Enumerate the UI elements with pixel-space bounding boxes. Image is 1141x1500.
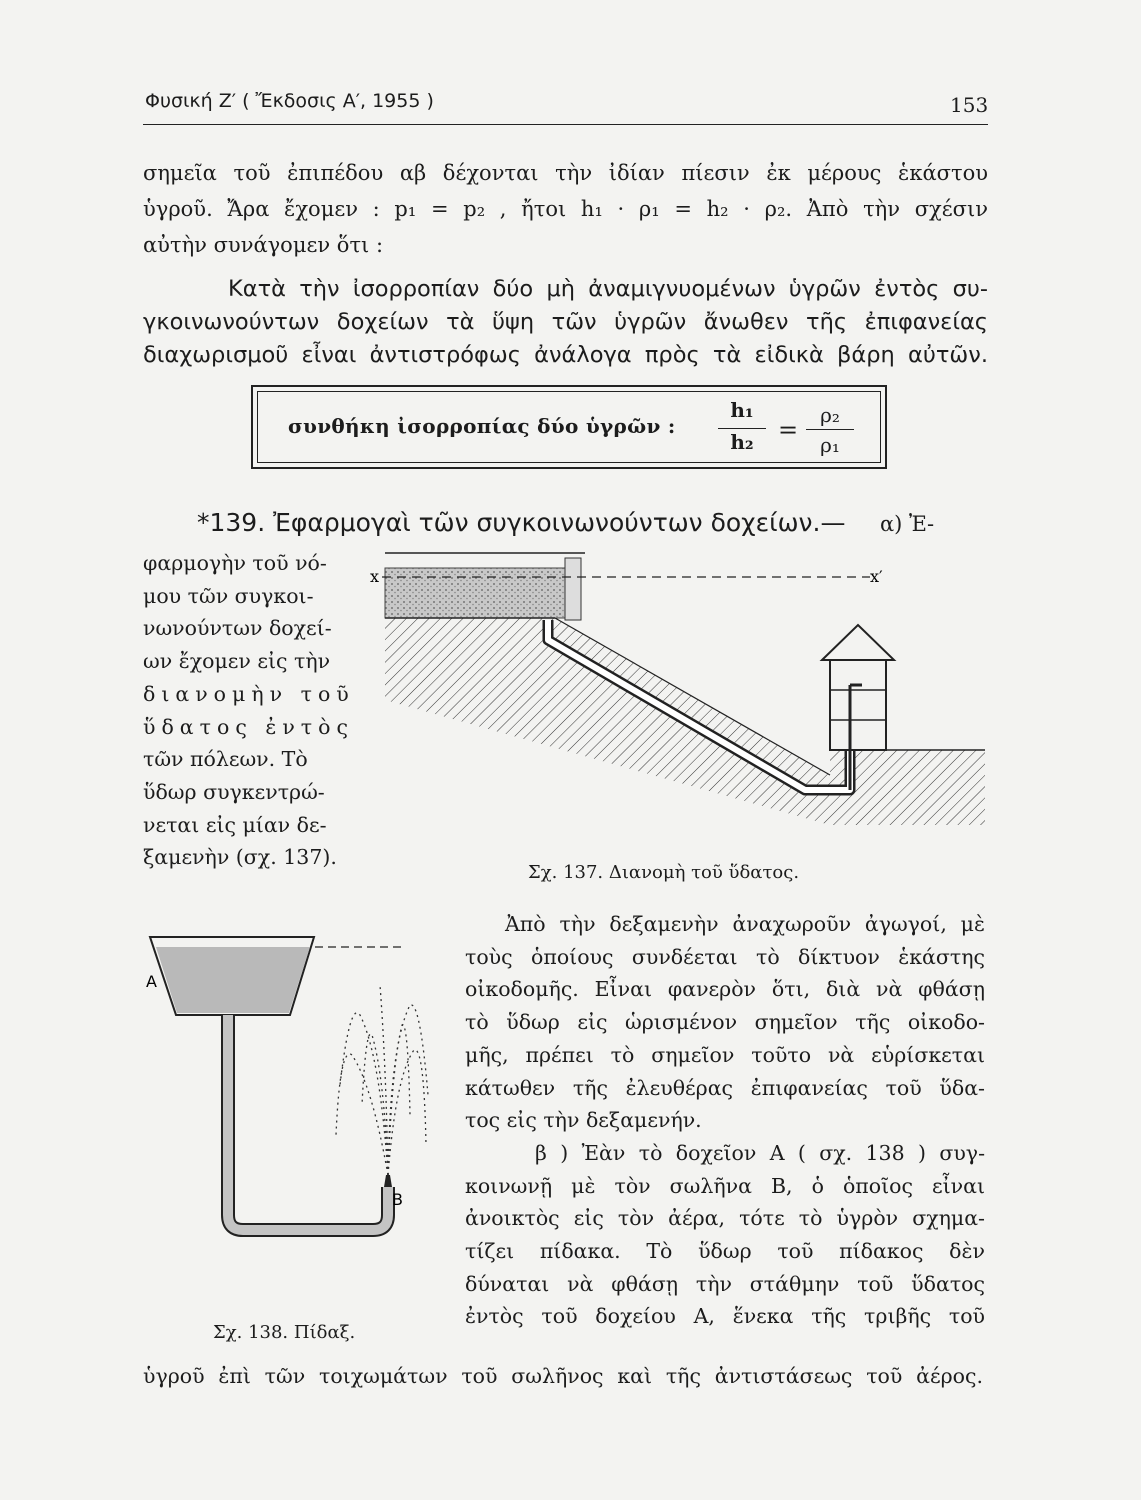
text-line: νεται εἰς μίαν δε- <box>143 812 327 837</box>
label-x-prime: x′ <box>870 567 883 586</box>
reservoir-wall <box>565 558 581 620</box>
text-line: κοινωνῇ μὲ τὸν σωλῆνα Β, ὁ ὁποῖος εἶναι <box>465 1173 985 1198</box>
left-column-text <box>143 547 358 874</box>
text-line: τῶν πόλεων. Τὸ <box>143 747 308 772</box>
fraction-rho-numerator: ρ₂ <box>820 403 840 427</box>
intro-paragraph <box>143 155 988 263</box>
reservoir <box>385 568 575 618</box>
u-tube <box>228 1015 388 1230</box>
fraction-h-denominator: h₂ <box>730 430 754 454</box>
label-b: Β <box>392 1190 403 1209</box>
text-line: νωνούντων δοχεί- <box>143 616 332 641</box>
text-line: τοὺς ὁποίους συνδέεται τὸ δίκτυον ἑκάστης <box>465 944 985 969</box>
fraction-rho-denominator: ρ₁ <box>820 433 840 457</box>
fraction-bar <box>718 428 766 429</box>
rule-statement <box>143 273 988 372</box>
label-x: x <box>370 567 380 586</box>
text-line: τος εἰς τὴν δεξαμενήν. <box>465 1108 702 1133</box>
house-roof <box>822 625 894 660</box>
nozzle-b <box>384 1175 392 1187</box>
figure-138-fountain <box>140 925 430 1315</box>
page-number: 153 <box>950 93 989 117</box>
figure-137-caption: Σχ. 137. Διανομὴ τοῦ ὕδατος. <box>528 862 800 883</box>
text-line: δύναται νὰ φθάσῃ τὴν στάθμην τοῦ ὕδατος <box>465 1271 985 1296</box>
text-line: κάτωθεν τῆς ἐλευθέρας ἐπιφανείας τοῦ ὕδα- <box>465 1075 985 1100</box>
fraction-bar <box>806 429 854 430</box>
text-line: Κατὰ τὴν ἰσορροπίαν δύο μὴ ἀναμιγνυομένων ὑγρῶν ἐντὸς συ- <box>228 276 988 302</box>
text-line: ὕδατος ἐντὸς <box>143 714 354 739</box>
section-heading: *139. Ἐφαρμογαὶ τῶν συγκοινωνούντων δοχείων.— <box>197 508 846 537</box>
right-paragraph <box>465 908 985 1333</box>
final-line-paragraph <box>143 1358 983 1394</box>
text-line: ὑγροῦ ἐπὶ τῶν τοιχωμάτων τοῦ σωλῆνος καὶ τῆς ἀντιστάσεως τοῦ ἀέρος. <box>143 1364 983 1388</box>
running-title: Φυσική Ζ′ ( Ἔκδοσις Α′, 1955 ) <box>145 90 434 112</box>
header-rule <box>143 124 988 125</box>
text-line: ἀνοικτὸς εἰς τὸν ἀέρα, τότε τὸ ὑγρὸν σχημα- <box>465 1206 985 1231</box>
text-line: ἐντὸς τοῦ δοχείου Α, ἕνεκα τῆς τριβῆς τοῦ <box>465 1304 985 1329</box>
text-line: μῆς, πρέπει τὸ σημεῖον τοῦτο νὰ εὑρίσκεται <box>465 1042 985 1067</box>
house <box>830 660 886 750</box>
text-line: ὕδωρ συγκεντρώ- <box>143 779 325 804</box>
text-line: ων ἔχομεν εἰς τὴν <box>143 649 331 674</box>
fountain-spray <box>336 985 428 1175</box>
text-line: Ἀπὸ τὴν δεξαμενὴν ἀναχωροῦν ἀγωγοί, μὲ <box>505 912 985 936</box>
equals-sign: = <box>778 416 799 444</box>
text-line: οἰκοδομῆς. Εἶναι φανερὸν ὅτι, διὰ νὰ φθάσῃ <box>465 977 985 1002</box>
formula-label: συνθήκη ἰσορροπίας δύο ὑγρῶν : <box>288 414 676 438</box>
text-line: σημεῖα τοῦ ἐπιπέδου αβ δέχονται τὴν ἰδίαν πίεσιν ἐκ μέρους ἑκάστου <box>143 161 988 185</box>
text-line: β ) Ἐὰν τὸ δοχεῖον Α ( σχ. 138 ) συγ- <box>535 1140 985 1165</box>
text-line: τὸ ὕδωρ εἰς ὡρισμένον σημεῖον τῆς οἰκοδο- <box>465 1010 985 1035</box>
figure-138-caption: Σχ. 138. Πίδαξ. <box>213 1322 356 1343</box>
text-line: φαρμογὴν τοῦ νό- <box>143 551 327 575</box>
text-line: διαχωρισμοῦ εἶναι ἀντιστρόφως ἀνάλογα πρὸς τὰ εἰδικὰ βάρη αὐτῶν. <box>143 342 988 368</box>
text-line: διανομὴν τοῦ <box>143 681 355 706</box>
text-line: ὑγροῦ. Ἄρα ἔχομεν : p₁ = p₂ , ἤτοι h₁ · ρ₁ = h₂ · ρ₂. Ἀπὸ τὴν σχέσιν <box>143 197 988 221</box>
text-line: μου τῶν συγκοι- <box>143 583 314 608</box>
text-line: τίζει πίδακα. Τὸ ὕδωρ τοῦ πίδακος δὲν <box>465 1239 985 1264</box>
text-line: γκοινωνούντων δοχείων τὰ ὕψη τῶν ὑγρῶν ἄνωθεν τῆς ἐπιφανείας <box>143 309 988 335</box>
text-line: ξαμενὴν (σχ. 137). <box>143 845 337 870</box>
label-a: Α <box>146 972 157 991</box>
vessel-water <box>156 947 310 1013</box>
section-heading-tail: α) Ἐ- <box>880 512 935 536</box>
fraction-h-numerator: h₁ <box>730 398 754 422</box>
figure-137-water-distribution <box>360 540 985 850</box>
text-line: αὐτὴν συνάγομεν ὅτι : <box>143 233 384 257</box>
